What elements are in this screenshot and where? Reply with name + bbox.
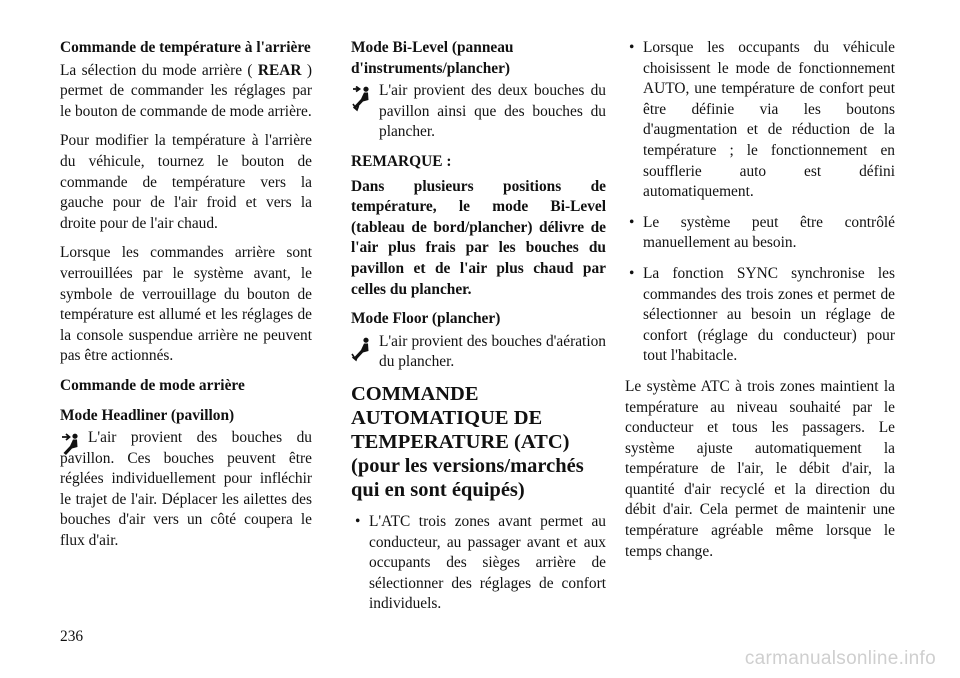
floor-mode-icon (351, 337, 373, 363)
column-right (625, 38, 895, 571)
column-middle (351, 38, 606, 625)
headliner-mode-heading: Mode Headliner (pavillon) (60, 406, 235, 424)
bilevel-mode-heading: Mode Bi-Level (panneau d'instruments/plancher) (351, 39, 514, 77)
list-item (625, 213, 895, 254)
rear-temp-heading: Commande de température à l'arrière (60, 39, 311, 56)
note-text: Dans plusieurs positions de température, le mode Bi-Level (tableau de bord/plancher) délivre de l'air plus frais par les bouches du pavillon et de l'air plus chaud par celles du plancher. (351, 177, 606, 298)
rear-temp-intro (60, 61, 312, 123)
atc-bullet-list (351, 512, 606, 615)
atc-section-title: COMMANDE AUTOMATIQUE DE TEMPERATURE (ATC) (pour les versions/marchés qui en sont équipés) (351, 382, 584, 501)
list-item-text: La fonction SYNC synchronise les commandes des trois zones et permet de sélectionner au besoin un réglage de confort (réglage du conducteur) pour tout l'habitacle. (643, 264, 895, 365)
list-item (625, 38, 895, 203)
headliner-mode-block (60, 428, 312, 552)
rear-temp-paragraph-3: Lorsque les commandes arrière sont verrouillées par le système avant, le symbole de verrouillage du bouton de température est allumé et les réglages de la console suspendue arrière ne peuvent pas être actionnés. (60, 244, 312, 365)
atc-description: Le système ATC à trois zones maintient la température au niveau souhaité par le conducteur et tous les passagers. Le système ajuste automatiquement la température de l'air, le débit d'air, la quantité d'air recyclé et la direction du débit d'air. Cela permet de maintenir une température agréable même lorsque le temps change. (625, 377, 895, 560)
watermark: carmanualsonline.info (744, 648, 936, 669)
list-item-text: Le système peut être contrôlé manuellement au besoin. (643, 213, 895, 252)
bullet-marker: • (355, 512, 361, 530)
rear-temp-intro-before: La sélection du mode arrière ( (60, 61, 253, 79)
note-heading: REMARQUE : (351, 152, 452, 170)
page-number: 236 (60, 628, 84, 645)
rear-mode-heading: Commande de mode arrière (60, 376, 245, 394)
bullet-marker: • (629, 213, 635, 231)
rear-temp-paragraph-2: Pour modifier la température à l'arrière du véhicule, tournez le bouton de commande de température vers la gauche pour de l'air froid et vers la droite pour de l'air chaud. (60, 132, 312, 232)
headliner-mode-text: L'air provient des bouches du pavillon. Ces bouches peuvent être réglées individuellement pour infléchir le trajet de l'air. Déplacer les ailettes des bouches d'air vers un côté coupera le flux d'air. (60, 429, 312, 550)
floor-mode-text: L'air provient des bouches d'aération du plancher. (379, 332, 606, 371)
floor-mode-heading: Mode Floor (plancher) (351, 310, 501, 328)
bullet-marker: • (629, 39, 635, 56)
bilevel-mode-icon (351, 86, 373, 112)
rear-keyword: REAR (257, 61, 302, 79)
floor-mode-block (351, 332, 606, 373)
bilevel-mode-block (351, 81, 606, 143)
list-item (351, 512, 606, 615)
list-item (625, 264, 895, 367)
atc-feature-list (625, 38, 895, 367)
headliner-mode-icon (60, 433, 82, 459)
rear-temp-intro-after: ) permet de commander les réglages par le bouton de commande de mode arrière. (60, 61, 312, 120)
bilevel-mode-text: L'air provient des deux bouches du pavillon ainsi que des bouches du plancher. (379, 82, 606, 141)
list-item-text: L'ATC trois zones avant permet au conducteur, au passager avant et aux occupants des sièges arrière de sélectionner des réglages de confort individuels. (369, 512, 606, 613)
list-item-text: Lorsque les occupants du véhicule choisissent le mode de fonctionnement AUTO, une température de confort peut être définie via les boutons d'augmentation et de réduction de la température ; le fonctionnement en soufflerie auto est défini automatiquement. (643, 39, 895, 201)
bullet-marker: • (629, 264, 635, 282)
column-left (60, 38, 312, 561)
